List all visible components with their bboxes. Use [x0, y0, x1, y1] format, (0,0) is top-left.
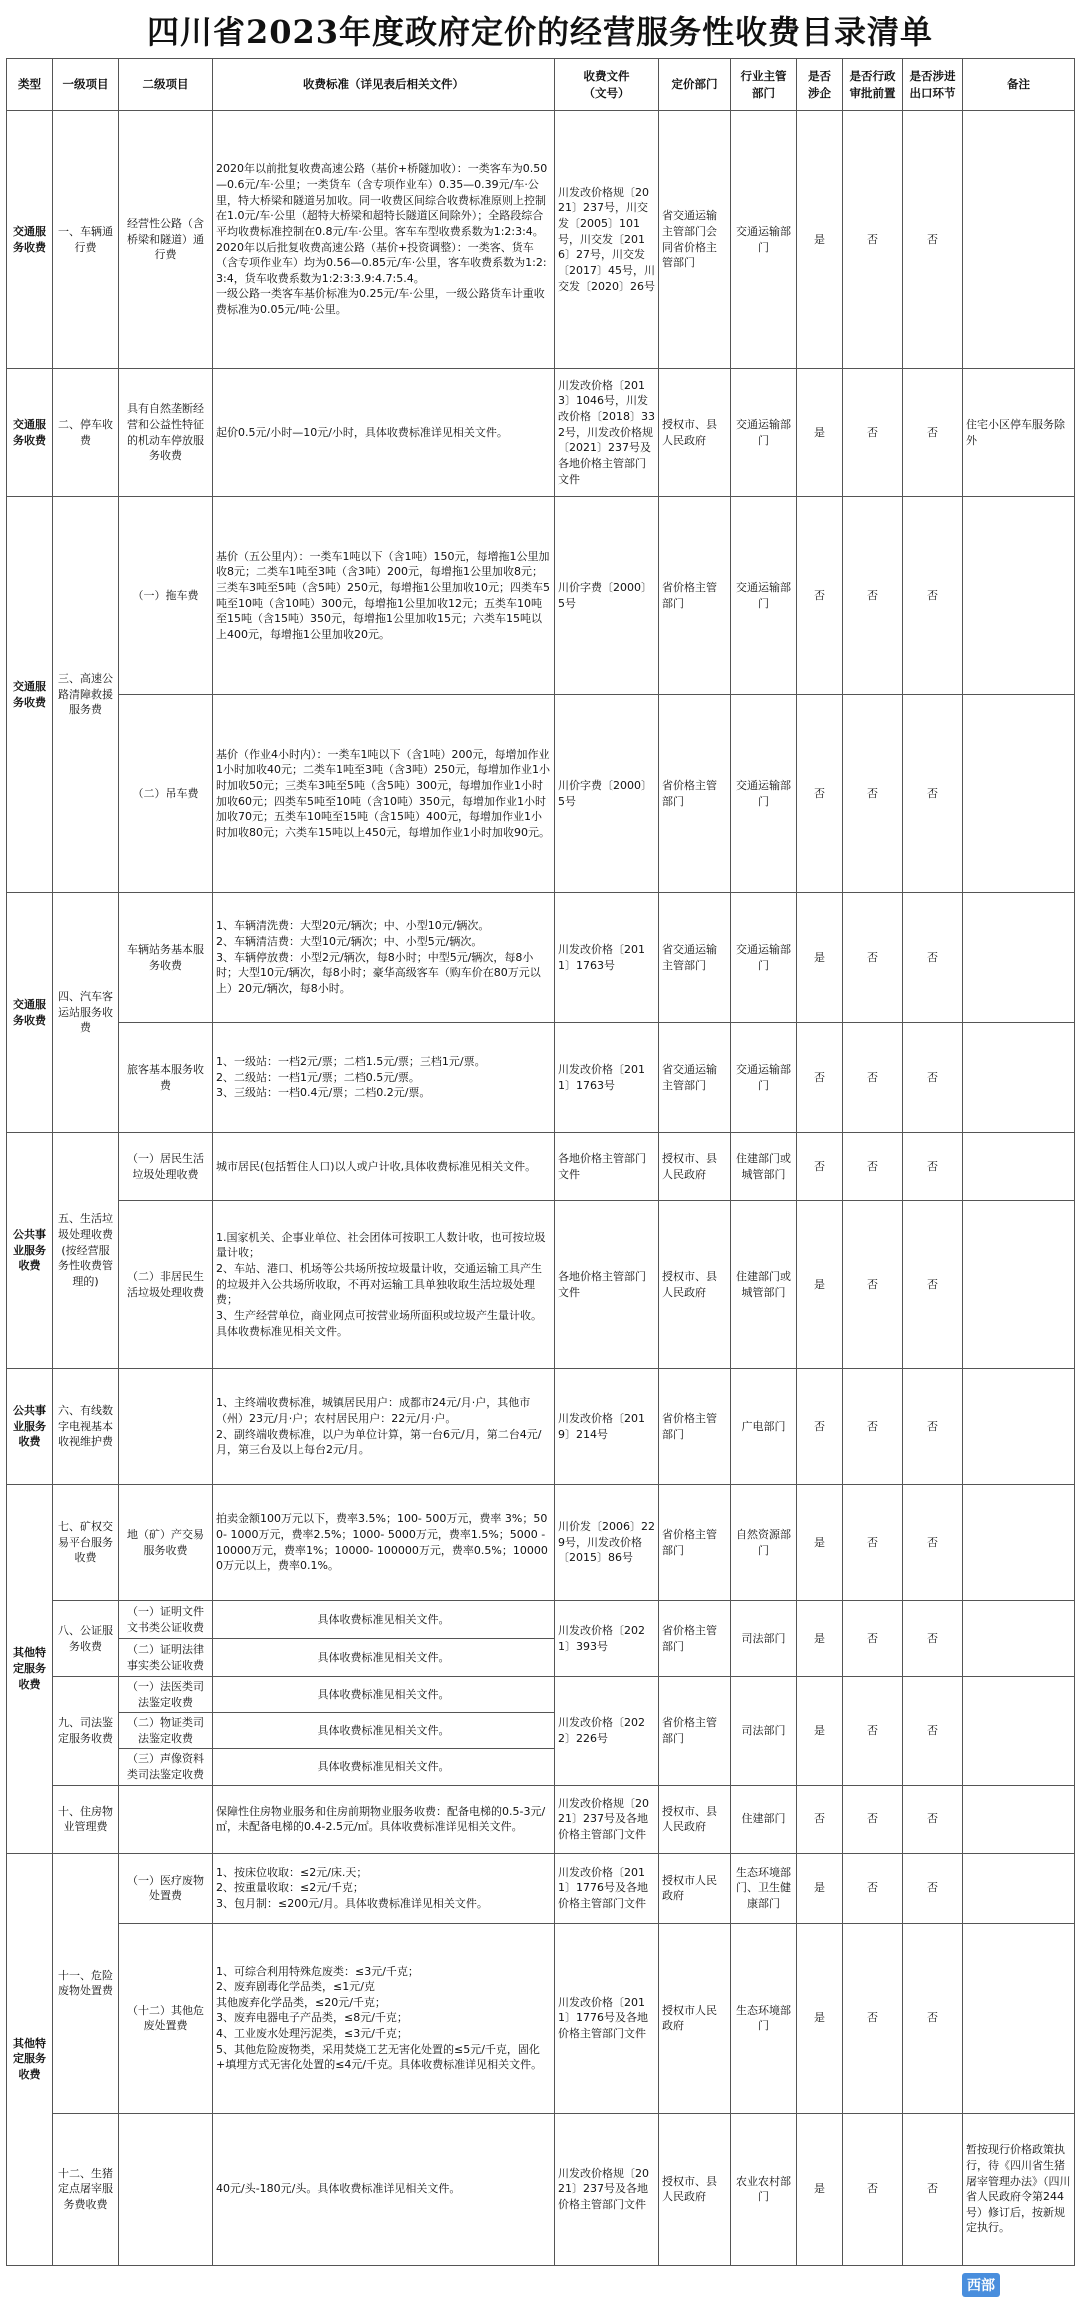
table-row	[7, 111, 1075, 369]
enterprise-cell: 是	[797, 1677, 843, 1786]
enterprise-cell: 是	[797, 1601, 843, 1677]
industry-dept-cell: 交通运输部门	[731, 111, 797, 369]
note-cell: 住宅小区停车服务除外	[963, 369, 1075, 497]
pricing-dept-cell: 省价格主管部门	[659, 1601, 731, 1677]
level2-cell: （二）物证类司法鉴定收费	[119, 1713, 213, 1749]
level1-cell: 六、有线数字电视基本收视维护费	[53, 1369, 119, 1485]
industry-dept-cell: 司法部门	[731, 1601, 797, 1677]
standard-cell: 1、按床位收取：≤2元/床.天； 2、按重量收取：≤2元/千克； 3、包月制：≤200元/月。具体收费标准详见相关文件。	[213, 1853, 555, 1923]
document-cell: 川发改价格〔2013〕1046号，川发改价格〔2018〕332号，川发改价格规〔2021〕237号及各地价格主管部门文件	[555, 369, 659, 497]
pricing-dept-cell: 省价格主管部门	[659, 1369, 731, 1485]
document-cell: 各地价格主管部门文件	[555, 1201, 659, 1369]
note-cell	[963, 1201, 1075, 1369]
type-cell: 交通服务收费	[7, 893, 53, 1133]
approval-cell: 否	[843, 1785, 903, 1853]
level2-cell: （二）吊车费	[119, 695, 213, 893]
enterprise-cell: 否	[797, 1785, 843, 1853]
approval-cell: 否	[843, 1923, 903, 2113]
header-cell: 一级项目	[53, 59, 119, 111]
level1-cell: 十一、危险废物处置费	[53, 1853, 119, 2113]
table-row	[7, 369, 1075, 497]
enterprise-cell: 是	[797, 1853, 843, 1923]
table-row	[7, 695, 1075, 893]
approval-cell: 否	[843, 1485, 903, 1601]
import-export-cell: 否	[903, 893, 963, 1023]
industry-dept-cell: 交通运输部门	[731, 369, 797, 497]
standard-cell: 具体收费标准见相关文件。	[213, 1713, 555, 1749]
approval-cell: 否	[843, 1201, 903, 1369]
enterprise-cell: 是	[797, 893, 843, 1023]
document-cell: 川价字费〔2000〕5号	[555, 497, 659, 695]
level2-cell	[119, 1369, 213, 1485]
document-cell: 川发改价格〔2011〕1776号及各地价格主管部门文件	[555, 1923, 659, 2113]
standard-cell: 40元/头-180元/头。具体收费标准详见相关文件。	[213, 2113, 555, 2265]
level1-cell: 九、司法鉴定服务收费	[53, 1677, 119, 1786]
header-cell: 是否行政 审批前置	[843, 59, 903, 111]
enterprise-cell: 否	[797, 1369, 843, 1485]
pricing-dept-cell: 省价格主管部门	[659, 497, 731, 695]
enterprise-cell: 是	[797, 2113, 843, 2265]
industry-dept-cell: 交通运输部门	[731, 695, 797, 893]
import-export-cell: 否	[903, 1133, 963, 1201]
table-row	[7, 893, 1075, 1023]
industry-dept-cell: 住建部门或城管部门	[731, 1133, 797, 1201]
import-export-cell: 否	[903, 111, 963, 369]
pricing-dept-cell: 省交通运输主管部门会同省价格主管部门	[659, 111, 731, 369]
note-cell	[963, 695, 1075, 893]
type-cell: 公共事业服务收费	[7, 1133, 53, 1369]
enterprise-cell: 是	[797, 1485, 843, 1601]
header-cell: 类型	[7, 59, 53, 111]
standard-cell: 拍卖金额100万元以下，费率3.5%；100- 500万元，费率 3%；500- 1000万元，费率2.5%；1000- 5000万元，费率1.5%；5000 - 10000万元，费率1%；10000- 100000万元，费率0.5%；100000万元以上，费率0.1%。	[213, 1485, 555, 1601]
enterprise-cell: 否	[797, 1023, 843, 1133]
approval-cell: 否	[843, 1023, 903, 1133]
pricing-dept-cell: 授权市、县人民政府	[659, 2113, 731, 2265]
note-cell: 暂按现行价格政策执行，待《四川省生猪屠宰管理办法》（四川省人民政府令第244号）修订后，按新规定执行。	[963, 2113, 1075, 2265]
site-watermark	[962, 2272, 1072, 2298]
pricing-dept-cell: 授权市、县人民政府	[659, 1133, 731, 1201]
standard-cell: 1.国家机关、企事业单位、社会团体可按职工人数计收，也可按垃圾量计收； 2、车站、港口、机场等公共场所按垃圾量计收，交通运输工具产生的垃圾并入公共场所收取，不再对运输工具单独收取生活垃圾处理费； 3、生产经营单位，商业网点可按营业场所面积或垃圾产生量计收。具体收费标准见相关文件。	[213, 1201, 555, 1369]
pricing-dept-cell: 授权市、县人民政府	[659, 369, 731, 497]
note-cell	[963, 1601, 1075, 1677]
header-cell: 二级项目	[119, 59, 213, 111]
table-row	[7, 2113, 1075, 2265]
standard-cell: 具体收费标准见相关文件。	[213, 1677, 555, 1713]
level1-cell: 四、汽车客运站服务收费	[53, 893, 119, 1133]
pricing-dept-cell: 授权市、县人民政府	[659, 1785, 731, 1853]
table-row	[7, 1677, 1075, 1713]
level1-cell: 三、高速公路清障救援服务费	[53, 497, 119, 893]
level1-cell: 七、矿权交易平台服务收费	[53, 1485, 119, 1601]
document-cell: 川发改价格〔2011〕1763号	[555, 1023, 659, 1133]
type-cell: 交通服务收费	[7, 497, 53, 893]
level1-cell: 八、公证服务收费	[53, 1601, 119, 1677]
document-cell: 川发改价格规〔2021〕237号及各地价格主管部门文件	[555, 2113, 659, 2265]
import-export-cell: 否	[903, 1485, 963, 1601]
page-title: 四川省2023年度政府定价的经营服务性收费目录清单	[146, 13, 934, 51]
document-cell: 川发改价格〔2021〕393号	[555, 1601, 659, 1677]
document-cell: 川价字费〔2000〕5号	[555, 695, 659, 893]
note-cell	[963, 497, 1075, 695]
industry-dept-cell: 广电部门	[731, 1369, 797, 1485]
document-cell: 川发改价格规〔2021〕237号及各地价格主管部门文件	[555, 1785, 659, 1853]
level2-cell: （一）拖车费	[119, 497, 213, 695]
enterprise-cell: 是	[797, 111, 843, 369]
import-export-cell: 否	[903, 369, 963, 497]
enterprise-cell: 否	[797, 497, 843, 695]
header-cell: 收费文件 （文号）	[555, 59, 659, 111]
import-export-cell: 否	[903, 1785, 963, 1853]
note-cell	[963, 1369, 1075, 1485]
industry-dept-cell: 司法部门	[731, 1677, 797, 1786]
watermark-logo: 西部	[962, 2273, 1000, 2297]
standard-cell: 1、主终端收费标准，城镇居民用户：成都市24元/月·户，其他市（州）23元/月·户；农村居民用户：22元/月·户。 2、副终端收费标准，以户为单位计算，第一台6元/月，第二台4元/月，第三台及以上每台2元/月。	[213, 1369, 555, 1485]
pricing-dept-cell: 省价格主管部门	[659, 1485, 731, 1601]
standard-cell: 基价（作业4小时内）：一类车1吨以下（含1吨）200元，每增加作业1小时加收40元；二类车1吨至3吨（含3吨）250元，每增加作业1小时加收50元；三类车3吨至5吨（含5吨）300元，每增加作业1小时加收60元；四类车5吨至10吨（含10吨）350元，每增加作业1小时加收70元；五类车10吨至15吨（含15吨）400元，每增加作业1小时加收80元；六类车15吨以上450元，每增加作业1小时加收90元。	[213, 695, 555, 893]
level2-cell: （二）非居民生活垃圾处理收费	[119, 1201, 213, 1369]
import-export-cell: 否	[903, 1853, 963, 1923]
table-row	[7, 1601, 1075, 1639]
import-export-cell: 否	[903, 497, 963, 695]
pricing-dept-cell: 授权市、县人民政府	[659, 1201, 731, 1369]
level1-cell: 十二、生猪定点屠宰服务费收费	[53, 2113, 119, 2265]
type-cell: 其他特定服务收费	[7, 1485, 53, 1854]
enterprise-cell: 是	[797, 1923, 843, 2113]
standard-cell: 起价0.5元/小时—10元/小时，具体收费标准详见相关文件。	[213, 369, 555, 497]
approval-cell: 否	[843, 1369, 903, 1485]
document-cell: 川发改价格〔2011〕1776号及各地价格主管部门文件	[555, 1853, 659, 1923]
level2-cell: （一）证明文件文书类公证收费	[119, 1601, 213, 1639]
standard-cell: 保障性住房物业服务和住房前期物业服务收费：配备电梯的0.5-3元/㎡，未配备电梯的0.4-2.5元/㎡。具体收费标准详见相关文件。	[213, 1785, 555, 1853]
standard-cell: 1、车辆清洗费：大型20元/辆次；中、小型10元/辆次。 2、车辆清洁费：大型10元/辆次；中、小型5元/辆次。 3、车辆停放费：小型2元/辆次，每8小时；中型5元/辆次，每8小时；大型10元/辆次，每8小时；豪华高级客车（购车价在80万元以上）20元/辆次，每8小时。	[213, 893, 555, 1023]
header-cell: 备注	[963, 59, 1075, 111]
standard-cell: 具体收费标准见相关文件。	[213, 1749, 555, 1785]
note-cell	[963, 1485, 1075, 1601]
industry-dept-cell: 生态环境部门	[731, 1923, 797, 2113]
table-row	[7, 1785, 1075, 1853]
table-header-row	[7, 59, 1075, 111]
header-cell: 收费标准（详见表后相关文件）	[213, 59, 555, 111]
level2-cell	[119, 2113, 213, 2265]
industry-dept-cell: 交通运输部门	[731, 497, 797, 695]
type-cell: 交通服务收费	[7, 111, 53, 369]
document-cell: 川发改价格〔2011〕1763号	[555, 893, 659, 1023]
table-row	[7, 1133, 1075, 1201]
standard-cell: 具体收费标准见相关文件。	[213, 1601, 555, 1639]
import-export-cell: 否	[903, 1601, 963, 1677]
fee-table	[6, 58, 1075, 2266]
note-cell	[963, 1023, 1075, 1133]
table-row	[7, 497, 1075, 695]
header-cell: 是否 涉企	[797, 59, 843, 111]
level2-cell	[119, 1785, 213, 1853]
level2-cell: 车辆站务基本服务收费	[119, 893, 213, 1023]
level2-cell: （一）法医类司法鉴定收费	[119, 1677, 213, 1713]
import-export-cell: 否	[903, 1369, 963, 1485]
approval-cell: 否	[843, 893, 903, 1023]
pricing-dept-cell: 授权市人民政府	[659, 1853, 731, 1923]
approval-cell: 否	[843, 1133, 903, 1201]
header-cell: 行业主管 部门	[731, 59, 797, 111]
header-cell: 是否涉进 出口环节	[903, 59, 963, 111]
approval-cell: 否	[843, 1677, 903, 1786]
document-cell: 川价发〔2006〕229号，川发改价格〔2015〕86号	[555, 1485, 659, 1601]
note-cell	[963, 1923, 1075, 2113]
table-row	[7, 1369, 1075, 1485]
import-export-cell: 否	[903, 2113, 963, 2265]
approval-cell: 否	[843, 2113, 903, 2265]
table-row	[7, 1485, 1075, 1601]
approval-cell: 否	[843, 1601, 903, 1677]
import-export-cell: 否	[903, 1201, 963, 1369]
approval-cell: 否	[843, 1853, 903, 1923]
enterprise-cell: 否	[797, 1133, 843, 1201]
approval-cell: 否	[843, 111, 903, 369]
standard-cell: 基价（五公里内）：一类车1吨以下（含1吨）150元，每增拖1公里加收8元；二类车1吨至3吨（含3吨）200元，每增拖1公里加收8元；三类车3吨至5吨（含5吨）250元，每增拖1公里加收10元；四类车5吨至10吨（含10吨）300元，每增拖1公里加收12元；五类车10吨至15吨（含15吨）350元，每增拖1公里加收15元；六类车15吨以上400元，每增拖1公里加收20元。	[213, 497, 555, 695]
table-row	[7, 1201, 1075, 1369]
type-cell: 公共事业服务收费	[7, 1369, 53, 1485]
note-cell	[963, 1133, 1075, 1201]
pricing-dept-cell: 省交通运输主管部门	[659, 1023, 731, 1133]
industry-dept-cell: 生态环境部门、卫生健康部门	[731, 1853, 797, 1923]
type-cell: 其他特定服务收费	[7, 1853, 53, 2265]
pricing-dept-cell: 省价格主管部门	[659, 1677, 731, 1786]
level2-cell: （一）居民生活垃圾处理收费	[119, 1133, 213, 1201]
level2-cell: （一）医疗废物处置费	[119, 1853, 213, 1923]
enterprise-cell: 否	[797, 695, 843, 893]
level2-cell: 地（矿）产交易服务收费	[119, 1485, 213, 1601]
table-row	[7, 1923, 1075, 2113]
header-cell: 定价部门	[659, 59, 731, 111]
approval-cell: 否	[843, 695, 903, 893]
approval-cell: 否	[843, 369, 903, 497]
industry-dept-cell: 农业农村部门	[731, 2113, 797, 2265]
note-cell	[963, 893, 1075, 1023]
import-export-cell: 否	[903, 1923, 963, 2113]
industry-dept-cell: 住建部门或城管部门	[731, 1201, 797, 1369]
standard-cell: 1、可综合利用特殊危废类：≤3元/千克； 2、废弃剧毒化学品类，≤1元/克 其他废弃化学品类，≤20元/千克； 3、废弃电器电子产品类，≤8元/千克； 4、工业废水处理污泥类，≤3元/千克； 5、其他危险废物类，采用焚烧工艺无害化处置的≤5元/千克，固化+填埋方式无害化处置的≤4元/千克。具体收费标准详见相关文件。	[213, 1923, 555, 2113]
level2-cell: 具有自然垄断经营和公益性特征的机动车停放服务收费	[119, 369, 213, 497]
enterprise-cell: 是	[797, 1201, 843, 1369]
document-cell: 川发改价格规〔2021〕237号，川交发〔2005〕101号，川交发〔2016〕27号，川交发〔2017〕45号，川交发〔2020〕26号	[555, 111, 659, 369]
import-export-cell: 否	[903, 1023, 963, 1133]
note-cell	[963, 1785, 1075, 1853]
industry-dept-cell: 自然资源部门	[731, 1485, 797, 1601]
type-cell: 交通服务收费	[7, 369, 53, 497]
level1-cell: 十、住房物业管理费	[53, 1785, 119, 1853]
level2-cell: 经营性公路（含桥梁和隧道）通行费	[119, 111, 213, 369]
note-cell	[963, 1677, 1075, 1786]
import-export-cell: 否	[903, 1677, 963, 1786]
industry-dept-cell: 交通运输部门	[731, 1023, 797, 1133]
standard-cell: 具体收费标准见相关文件。	[213, 1639, 555, 1677]
document-cell: 川发改价格〔2022〕226号	[555, 1677, 659, 1786]
standard-cell: 1、一级站：一档2元/票；二档1.5元/票；三档1元/票。 2、二级站：一档1元/票；二档0.5元/票。 3、三级站：一档0.4元/票；二档0.2元/票。	[213, 1023, 555, 1133]
note-cell	[963, 1853, 1075, 1923]
pricing-dept-cell: 授权市人民政府	[659, 1923, 731, 2113]
pricing-dept-cell: 省交通运输主管部门	[659, 893, 731, 1023]
standard-cell: 城市居民(包括暂住人口)以人或户计收,具体收费标准见相关文件。	[213, 1133, 555, 1201]
standard-cell: 2020年以前批复收费高速公路（基价+桥隧加收）：一类客车为0.50—0.6元/车·公里；一类货车（含专项作业车）0.35—0.39元/车·公里，特大桥梁和隧道另加收。同一收费区间综合收费标准原则上控制在1.0元/车·公里（超特大桥梁和超特长隧道区间除外）；全路段综合平均收费标准控制在0.8元/车·公里。客车车型收费系数为1:2:3:4。 2020年以后批复收费高速公路（基价+投资调整）：一类客、货车（含专项作业车）均为0.56—0.85元/车·公里，客车收费系数为1:2:3:4，货车收费系数为1:2:3:3.9:4.7:5.4。 一级公路一类客车基价标准为0.25元/车·公里，一级公路货车计重收费标准为0.05元/吨·公里。	[213, 111, 555, 369]
industry-dept-cell: 住建部门	[731, 1785, 797, 1853]
table-row	[7, 1023, 1075, 1133]
level1-cell: 五、生活垃圾处理收费(按经营服务性收费管理的)	[53, 1133, 119, 1369]
import-export-cell: 否	[903, 695, 963, 893]
level2-cell: （二）证明法律事实类公证收费	[119, 1639, 213, 1677]
level1-cell: 一、车辆通行费	[53, 111, 119, 369]
level2-cell: （十二）其他危废处置费	[119, 1923, 213, 2113]
note-cell	[963, 111, 1075, 369]
enterprise-cell: 是	[797, 369, 843, 497]
document-cell: 川发改价格〔2019〕214号	[555, 1369, 659, 1485]
level2-cell: （三）声像资料类司法鉴定收费	[119, 1749, 213, 1785]
level1-cell: 二、停车收费	[53, 369, 119, 497]
approval-cell: 否	[843, 497, 903, 695]
document-cell: 各地价格主管部门文件	[555, 1133, 659, 1201]
pricing-dept-cell: 省价格主管部门	[659, 695, 731, 893]
table-row	[7, 1853, 1075, 1923]
industry-dept-cell: 交通运输部门	[731, 893, 797, 1023]
level2-cell: 旅客基本服务收费	[119, 1023, 213, 1133]
